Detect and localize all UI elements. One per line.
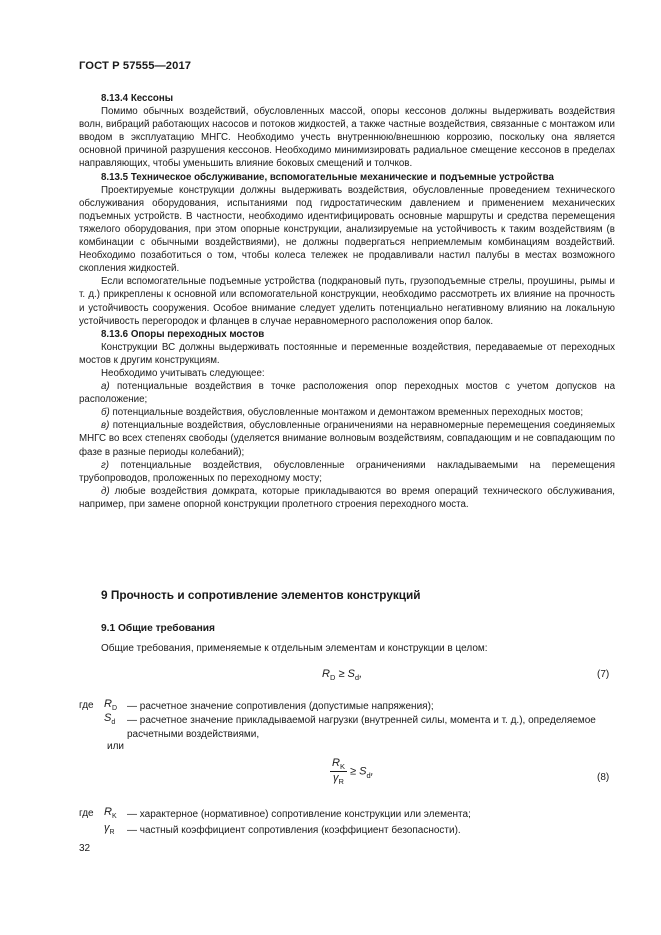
page-number: 32 [79,843,91,854]
list-item-text: любые воздействия домкрата, которые прикладываются во время операций технического обслуживания, например, при замене опорной конструкции пролетного строения переходного моста. [79,485,615,510]
list-item-text: потенциальные воздействия в точке расположения опор переходных мостов с учетом допусков на расположение; [79,381,616,406]
paragraph-9-1: Общие требования, применяемые к отдельным элементам и конструкции в целом: [101,643,488,654]
formula-8-op: ≥ [350,765,357,778]
paragraph: Помимо обычных воздействий, обусловленных массой, опоры кессонов должны выдерживать воздействия волн, вибраций работающих насосов и потоков жидкостей, а также частные воздействия, связанные с монтажом или вводом в эксплуатацию МНГС. Необходимо учесть внутреннюю/внешнюю коррозию, поскольку она является основной причиной разрушения кессонов. Необходимо минимизировать радиальное смещение кессонов в пределах направляющих, чтобы уменьшить влияние боковых смещений и толчков. [79,106,615,170]
list-item-text: потенциальные воздействия, обусловленные ограничениями на неравномерные перемещения соединяемых МНГС во всех степенях свободы (уделяется внимание волновым воздействиям, совпадающим и не совпадающим по фазе в разные периоды колебаний); [79,420,615,458]
equation-number-8: (8) [597,772,610,783]
where-label: где [79,700,94,711]
paragraph: Проектируемые конструкции должны выдерживать воздействия, обусловленные проведением технического обслуживания оборудования, испытаниями под гидростатическим давлением и применением механических подъемных устройств. В частности, необходимо идентифицировать основные маршруты и средства перемещения тяжелого оборудования, при этом опорные конструкции, анализируемые на устойчивость к таким воздействиям (в комбинации с обычными воздействиями), не должны подвергаться неприемлемым комбинациям воздействий. Необходимо позаботиться о том, чтобы колеса тележек не продавливали настил палубы в местах возможного скопления жидкостей. [79,184,615,275]
equation-number-7: (7) [597,669,610,680]
list-item [79,419,615,458]
definition-gamma-r: — частный коэффициент сопротивления (коэффициент безопасности). [127,825,461,836]
paragraph: Конструкции ВС должны выдерживать постоянные и переменные воздействия, передаваемые от переходных мостов к другим конструкциям. [79,341,615,366]
paragraph: Необходимо учитывать следующее: [101,367,265,379]
symbol-sd: $S_d$ [104,712,116,727]
formula-8-rhs: S [359,765,367,778]
subsection-9-1-title: 9.1 Общие требования [101,623,215,634]
formula-7-tail: , [359,668,363,680]
formula-7-rhs: S [347,668,355,680]
formula-7-lhs: R [322,668,330,680]
list-marker: а) [101,381,110,393]
list-marker: б) [101,407,110,419]
list-item-text: потенциальные воздействия, обусловленные монтажом и демонтажом временных переходных мостов; [112,407,584,419]
list-item [79,459,615,485]
where-label-2: где [79,808,94,819]
list-item [79,380,615,406]
section-9-title: 9 Прочность и сопротивление элементов конструкций [101,588,421,602]
formula-7-rhs-sub: d [354,673,360,683]
definition-rk: — характерное (нормативное) сопротивление конструкции или элемента; [127,809,471,820]
formula-8-numerator: $R_K$ [332,757,345,772]
subsection-heading: 8.13.4 Кессоны [101,93,174,104]
subsection-heading: 8.13.6 Опоры переходных мостов [101,328,265,340]
paragraph: Если вспомогательные подъемные устройства (подкрановый путь, грузоподъемные стрелы, проушины, рымы и т. д.) прикреплены к основной или вспомогательной конструкции, необходимо рассмотреть их влияние на прочность и устойчивость сооружения. Особое внимание следует уделить потенциально негативному влиянию на локальную устойчивость перегородок и фланцев в случае неравномерного расположения опор балок. [79,276,615,327]
formula-7-op: ≥ [338,668,345,680]
list-item [79,485,615,511]
formula-8-denominator: $\gamma_R$ [333,772,344,787]
subsection-heading: 8.13.5 Техническое обслуживание, вспомогательные механические и подъемные устройства [101,171,554,183]
list-item-text: потенциальные воздействия, обусловленные ограничениями накладываемыми на перемещения трубопроводов, проложенных по переходному мосту; [79,459,616,484]
list-item [79,406,615,419]
formula-8-rhs-sub: d [366,770,371,780]
or-connector: или [107,741,125,752]
symbol-rk: $R_K$ [104,806,117,821]
symbol-rd: $R_D$ [104,698,118,713]
formula-8 [330,757,374,786]
symbol-gamma-r: $\gamma_R$ [104,822,115,837]
definition-sd: — расчетное значение прикладываемой нагрузки (внутренней силы, момента и т. д.), определяемое расчетными воздействиями, [127,715,596,740]
list-marker: д) [101,485,110,497]
formula-8-fraction [330,757,347,786]
formula-7-lhs-sub: D [329,673,336,683]
definition-rd: — расчетное значение сопротивления (допустимые напряжения); [127,701,434,712]
formula-7 [322,668,362,682]
section-8-13-body [79,92,615,511]
list-marker: в) [101,420,110,432]
list-marker: г) [101,459,110,471]
formula-8-tail: , [370,765,374,778]
document-header: ГОСТ Р 57555—2017 [79,60,192,72]
